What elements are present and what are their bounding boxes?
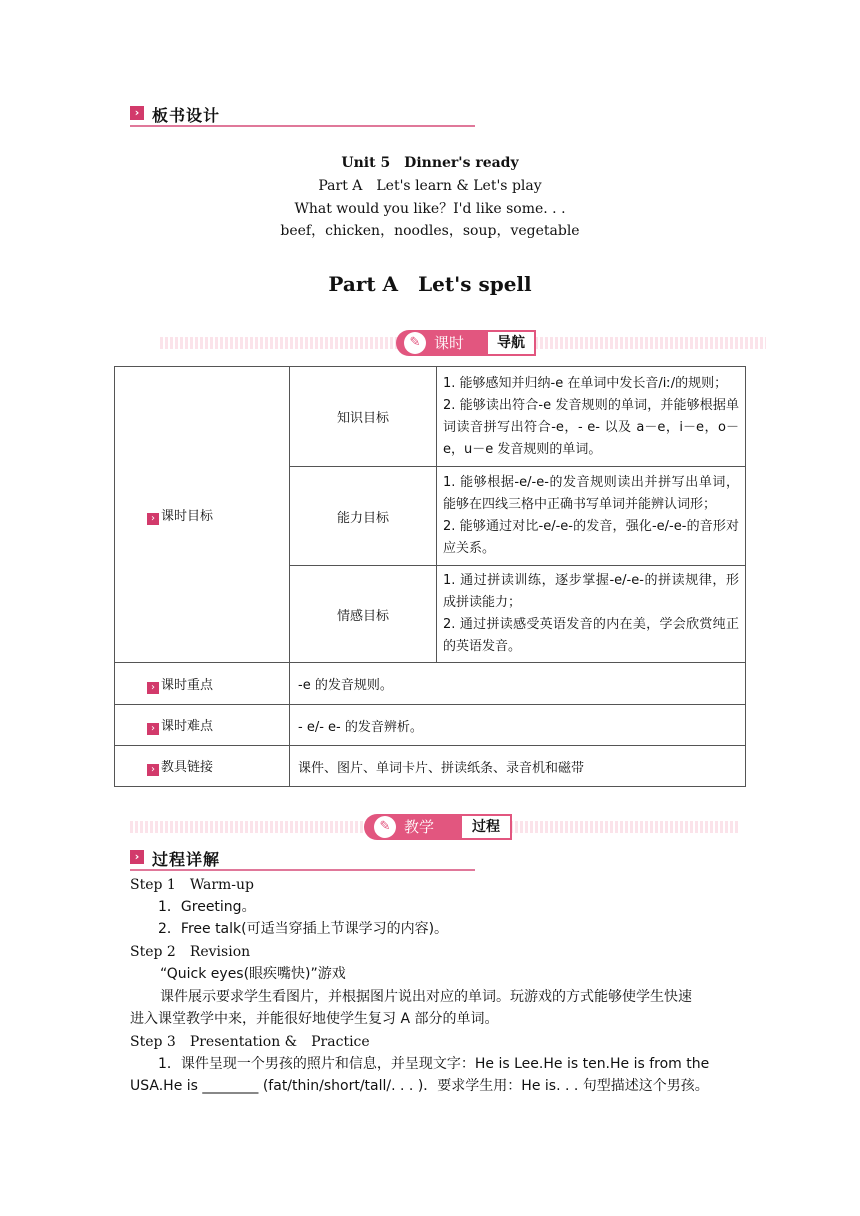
teaching-banner-left: 教学 [364,814,460,840]
chevron-right-icon: › [147,723,159,735]
chevron-right-icon: › [147,513,159,525]
step1-title: Step 1 Warm-up [130,877,255,893]
knowledge-text: 1. 能够感知并归纳-e 在单词中发长音/iː/的规则； 2. 能够读出符合-e 发音规则的单词，并能够根据单词读音拼写出符合-e，- e- 以及 a－e，i－e，o－e，u－e 发音规则的单词。 [437,367,746,467]
step3-title: Step 3 Presentation & Practice [130,1034,370,1050]
chevron-right-icon: › [147,682,159,694]
difficulty-category: › 课时难点 [115,705,290,746]
knowledge-label: 知识目标 [290,367,437,467]
step2-game: “Quick eyes(眼疾嘴快)”游戏 [160,966,346,982]
emotion-text: 1. 通过拼读训练，逐步掌握-e/-e-的拼读规律，形成拼读能力； 2. 通过拼读感受英语发音的内在美，学会欣赏纯正的英语发音。 [437,566,746,663]
part-title: Part A Let's spell [328,272,532,296]
chevron-right-icon: › [130,106,144,120]
difficulty-text: - e/- e- 的发音辨析。 [290,705,746,746]
chevron-right-icon: › [147,764,159,776]
emotion-label: 情感目标 [290,566,437,663]
chevron-right-icon: › [130,850,144,864]
key-point-text: -e 的发音规则。 [290,663,746,705]
key-point-category: › 课时重点 [115,663,290,705]
step2-text-1: 课件展示要求学生看图片，并根据图片说出对应的单词。玩游戏的方式能够使学生快速 [160,989,692,1005]
objectives-table [114,366,746,787]
tools-category: › 教具链接 [115,746,290,787]
ability-label: 能力目标 [290,467,437,566]
teaching-banner [130,812,738,842]
step3-text-1: 1．课件呈现一个男孩的照片和信息，并呈现文字：He is Lee.He is ten.He is from the [158,1056,710,1072]
step1-item-1: 1．Greeting。 [158,899,256,915]
process-header: › 过程详解 [130,847,475,871]
pencil-icon: ✎ [404,332,426,354]
step1-item-2: 2．Free talk(可适当穿插上节课学习的内容)。 [158,921,449,937]
step2-text-2: 进入课堂教学中来，并能很好地使学生复习 A 部分的单词。 [130,1011,499,1027]
board-line-4: beef，chicken，noodles，soup，vegetable [280,223,580,239]
teaching-banner-right: 过程 [460,814,512,840]
board-line-2: Part A Let's learn & Let's play [318,178,542,194]
pencil-icon: ✎ [374,816,396,838]
tools-text: 课件、图片、单词卡片、拼读纸条、录音机和磁带 [290,746,746,787]
step3-text-2: USA.He is ________ (fat/thin/short/tall/. . . )．要求学生用：He is. . . 句型描述这个男孩。 [130,1078,709,1094]
board-design-header: › 板书设计 [130,103,475,127]
board-line-1: Unit 5 Dinner's ready [341,155,519,171]
lesson-nav-right: 导航 [486,330,536,356]
lesson-nav-banner [160,328,766,358]
lesson-nav-left: 课时 [396,330,486,356]
ability-text: 1. 能够根据-e/-e-的发音规则读出并拼写出单词，能够在四线三格中正确书写单词并能辨认词形； 2. 能够通过对比-e/-e-的发音，强化-e/-e-的音形对应关系。 [437,467,746,566]
objectives-category: › 课时目标 [115,367,290,663]
step2-title: Step 2 Revision [130,944,251,960]
board-line-3: What would you like？I'd like some. . . [294,201,566,217]
